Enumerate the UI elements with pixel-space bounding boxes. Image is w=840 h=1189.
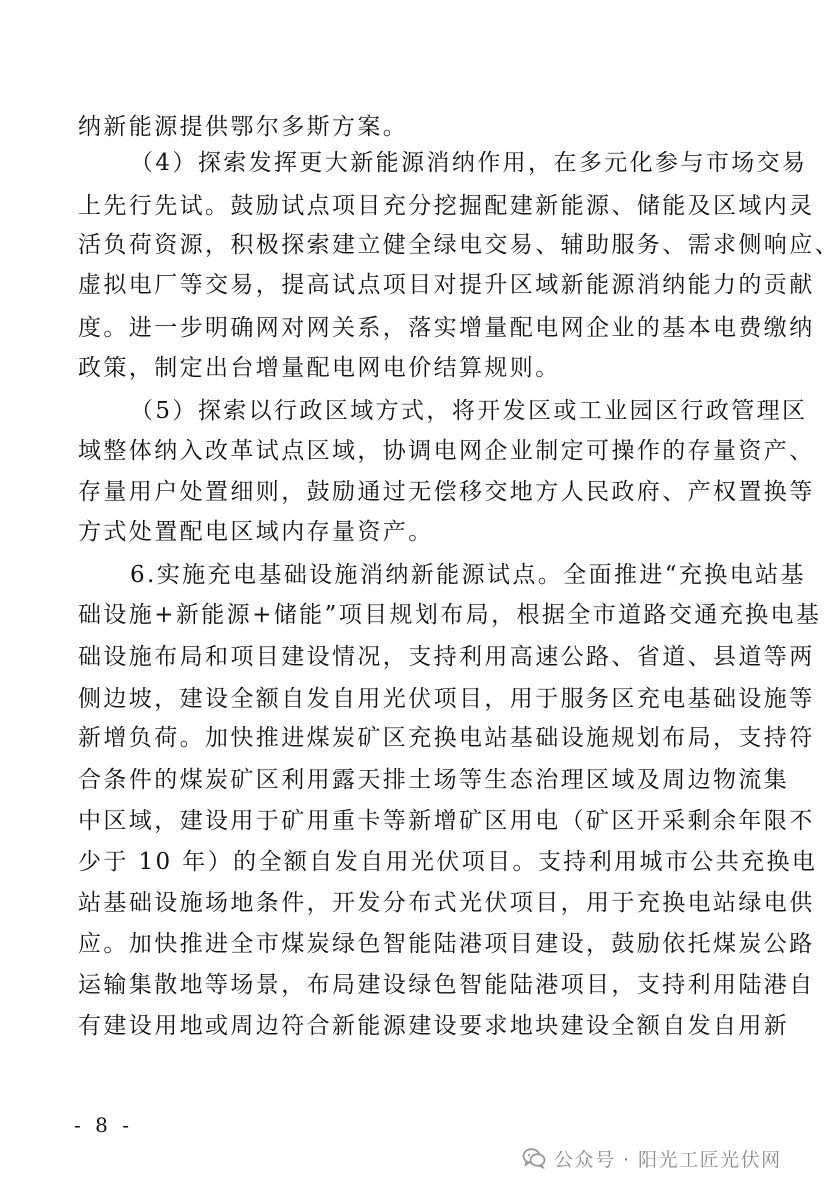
text-line: 础设施+新能源+储能”项目规划布局，根据全市道路交通充换电基 (78, 602, 822, 628)
text-line: 域整体纳入改革试点区域，协调电网企业制定可操作的存量资产、 (78, 438, 815, 464)
text-line: 站基础设施场地条件，开发分布式光伏项目，用于充换电站绿电供 (78, 890, 815, 916)
text-line: 上先行先试。鼓励试点项目充分挖掘配建新能源、储能及区域内灵 (78, 193, 815, 219)
wechat-icon (522, 1147, 546, 1169)
text-line: 活负荷资源，积极探索建立健全绿电交易、辅助服务、需求侧响应、 (78, 232, 840, 258)
text-line: 运输集散地等场景，布局建设绿色智能陆港项目，支持利用陆港自 (78, 972, 815, 998)
text-line: 度。进一步明确网对网关系，落实增量配电网企业的基本电费缴纳 (78, 315, 815, 341)
text-line: （5）探索以行政区域方式，将开发区或工业园区行政管理区 (130, 398, 808, 424)
text-line: （4）探索发挥更大新能源消纳作用，在多元化参与市场交易 (130, 150, 808, 176)
text-line: 纳新能源提供鄂尔多斯方案。 (78, 114, 409, 140)
text-line: 有建设用地或周边符合新能源建设要求地块建设全额自发自用新 (78, 1013, 790, 1039)
watermark-text: 公众号 · 阳光工匠光伏网 (554, 1148, 782, 1171)
text-line: 少于 10 年）的全额自发自用光伏项目。支持利用城市公共充换电 (78, 849, 818, 875)
page-number: - 8 - (74, 1113, 133, 1137)
text-line: 侧边坡，建设全额自发自用光伏项目，用于服务区充电基础设施等 (78, 686, 815, 712)
text-line: 6.实施充电基础设施消纳新能源试点。全面推进“充换电站基 (130, 562, 806, 588)
text-line: 政策，制定出台增量配电网电价结算规则。 (78, 355, 561, 381)
text-line: 应。加快推进全市煤炭绿色智能陆港项目建设，鼓励依托煤炭公路 (78, 931, 815, 957)
text-line: 础设施布局和项目建设情况，支持利用高速公路、省道、县道等两 (78, 644, 815, 670)
text-line: 新增负荷。加快推进煤炭矿区充换电站基础设施规划布局，支持符 (78, 725, 815, 751)
text-line: 存量用户处置细则，鼓励通过无偿移交地方人民政府、产权置换等 (78, 479, 815, 505)
watermark (522, 1143, 782, 1173)
text-line: 虚拟电厂等交易，提高试点项目对提升区域新能源消纳能力的贡献 (78, 272, 815, 298)
text-line: 方式处置配电区域内存量资产。 (78, 519, 434, 545)
text-line: 合条件的煤炭矿区利用露天排土场等生态治理区域及周边物流集 (78, 767, 790, 793)
text-line: 中区域，建设用于矿用重卡等新增矿区用电（矿区开采剩余年限不 (78, 808, 815, 834)
